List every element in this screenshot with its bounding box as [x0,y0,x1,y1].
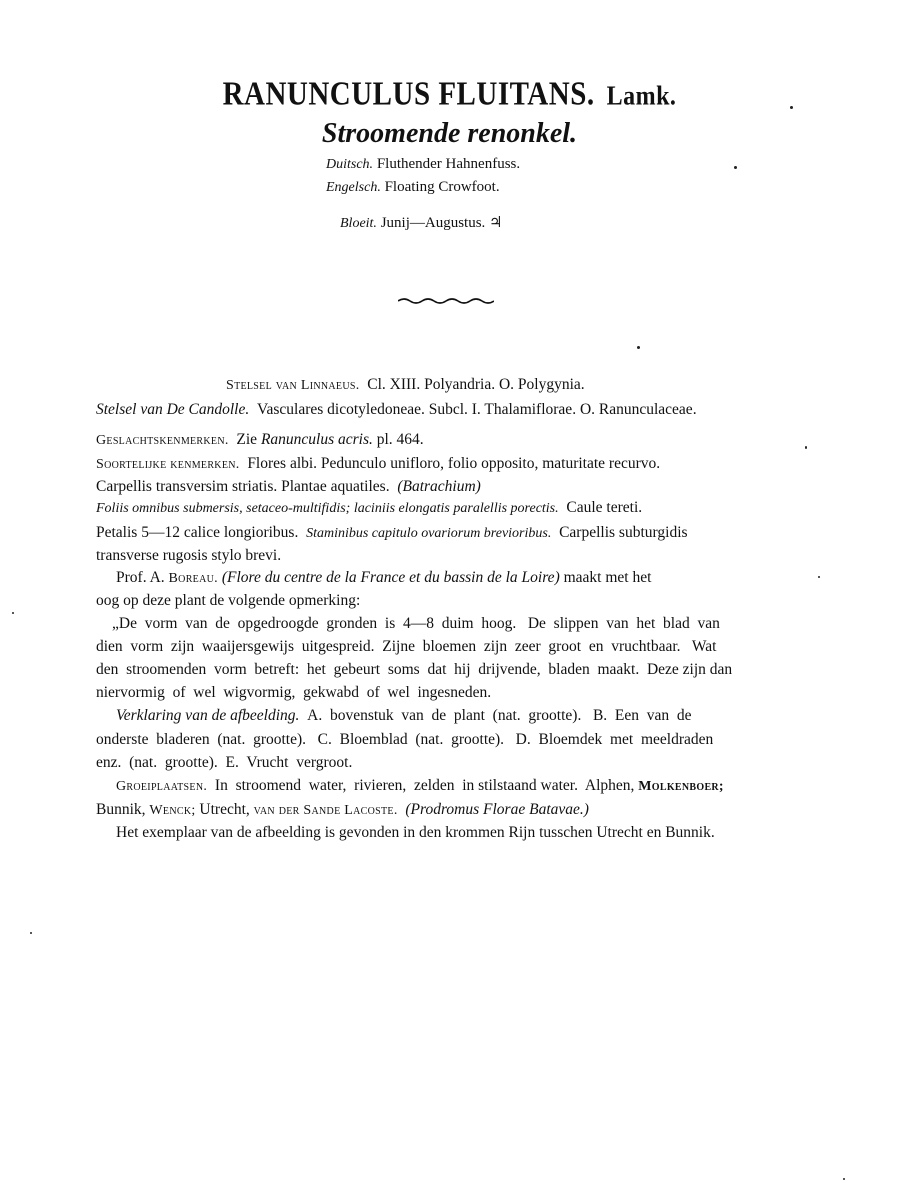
scan-speck [790,106,793,109]
explanation-line-1 [116,706,692,726]
german-name: Fluthender Hahnenfuss. [376,156,521,172]
locality-bunnik: Bunnik, [96,801,146,818]
explanation-text-3: enz. (nat. grootte). E. Vrucht vergroot. [96,754,353,771]
genus-characters-line [96,430,424,451]
genus-label: Geslachtskenmerken. [96,433,229,448]
bloom-label: Bloeit. [340,216,377,231]
quote-text-1: „De vorm van de opgedroogde gronden is 4—8 duim hoog. De slippen van het blad van [112,615,720,632]
boreau-work-title: (Flore du centre de la France et du bassin de la Loire) [221,569,560,586]
species-characters-line-3 [96,498,642,519]
quote-line-4 [96,683,491,703]
explanation-line-2 [96,730,713,750]
quote-text-2: dien vorm zijn waaijersgewijs uitgespreid. Zijne bloemen zijn zeer groot en vruchtbaar. Wat [96,638,717,655]
scan-speck [818,576,820,578]
prodromus-ref: (Prodromus Florae Batavae.) [405,801,589,818]
bloom-value: Junij—Augustus. ♃ [380,215,503,231]
boreau-text: maakt met het [563,569,652,586]
genus-ref-species: Ranunculus acris. [260,431,373,448]
collector-wenck: Wenck; [149,803,196,818]
collector-lacoste: van der Sande Lacoste. [253,803,398,818]
staminibus-text: Staminibus capitulo ovariorum brevioribus. [306,526,552,541]
species-label: Soortelijke kenmerken. [96,457,240,472]
species-title [0,76,899,114]
latin-name: RANUNCULUS FLUITANS. [222,75,595,113]
decandolle-system-line [96,400,697,420]
species-characters-line [96,454,660,475]
species-characters-line-4 [96,523,688,544]
habitat-label: Groeiplaatsen. [116,779,208,794]
explanation-text-2: onderste bladeren (nat. grootte). C. Bloemblad (nat. grootte). D. Bloemdek met meeldraden [96,731,714,748]
decandolle-value: Vasculares dicotyledoneae. Subcl. I. Thalamiflorae. O. Ranunculaceae. [257,401,697,418]
quote-line-3 [96,660,732,680]
quote-line-2 [96,637,716,657]
species-chars-2: Carpellis transversim striatis. Plantae aquatiles. [96,478,390,495]
scan-speck [734,166,737,169]
scan-speck [12,612,14,614]
boreau-name: Boreau. [168,571,218,586]
english-name-line [326,179,500,196]
carpellis-text: Carpellis subturgidis [559,524,688,541]
specimen-text: Het exemplaar van de afbeelding is gevonden in den krommen Rijn tusschen Utrecht en Bunnik. [116,824,715,841]
habitat-line-2 [96,800,589,821]
petalis-text: Petalis 5—12 calice longioribus. [96,524,299,541]
dutch-name: Stroomende renonkel. [321,118,578,149]
locality-utrecht: Utrecht, [199,801,250,818]
english-label: Engelsch. [326,180,381,195]
linnaeus-label: Stelsel van Linnaeus. [226,378,360,393]
species-characters-line-2 [96,477,481,497]
prof-text: Prof. A. [116,569,165,586]
species-chars-3: Foliis omnibus submersis, setaceo-multifidis; laciniis elongatis paralellis porectis. [96,501,559,516]
collector-molkenboer: Molkenboer; [638,779,724,794]
linnaeus-value: Cl. XIII. Polyandria. O. Polygynia. [367,376,585,393]
specimen-line [116,823,715,843]
decandolle-label: Stelsel van De Candolle. [96,401,250,418]
remark-intro: oog op deze plant de volgende opmerking: [96,592,361,609]
quote-line-1 [112,614,720,634]
habitat-text-1: In stroomend water, rivieren, zelden in stilstaand water. Alphen, [214,777,635,794]
scan-speck [637,346,640,349]
german-label: Duitsch. [326,157,374,172]
boreau-line [116,568,651,589]
author-abbrev: Lamk. [606,81,677,112]
explanation-line-3 [96,753,352,773]
scan-speck [805,446,807,449]
explanation-label: Verklaring van de afbeelding. [116,707,300,724]
scan-speck [843,1178,845,1180]
linnaeus-system-line [226,375,585,396]
scan-speck [30,932,32,934]
rugosis-text: transverse rugosis stylo brevi. [96,547,282,564]
genus-ref-plate: pl. 464. [376,431,424,448]
section-name: (Batrachium) [397,478,481,495]
english-name: Floating Crowfoot. [384,179,500,195]
explanation-text-1: A. bovenstuk van de plant (nat. grootte). B. Een van de [307,707,692,724]
ornamental-divider [398,296,494,306]
quote-text-3: den stroomenden vorm betreft: het gebeurt soms dat hij drijvende, bladen maakt. Deze zijn dan [96,661,733,678]
caule-text: Caule tereti. [566,499,643,516]
bloom-line [340,213,502,232]
species-chars-1: Flores albi. Pedunculo unifloro, folio opposito, maturitate recurvo. [247,455,661,472]
quote-text-4: niervormig of wel wigvormig, gekwabd of wel ingesneden. [96,684,492,701]
species-characters-line-5 [96,546,281,566]
habitat-line-1 [116,776,724,797]
german-name-line [326,156,520,173]
remark-intro-line [96,591,360,611]
genus-ref-prefix: Zie [236,431,258,448]
